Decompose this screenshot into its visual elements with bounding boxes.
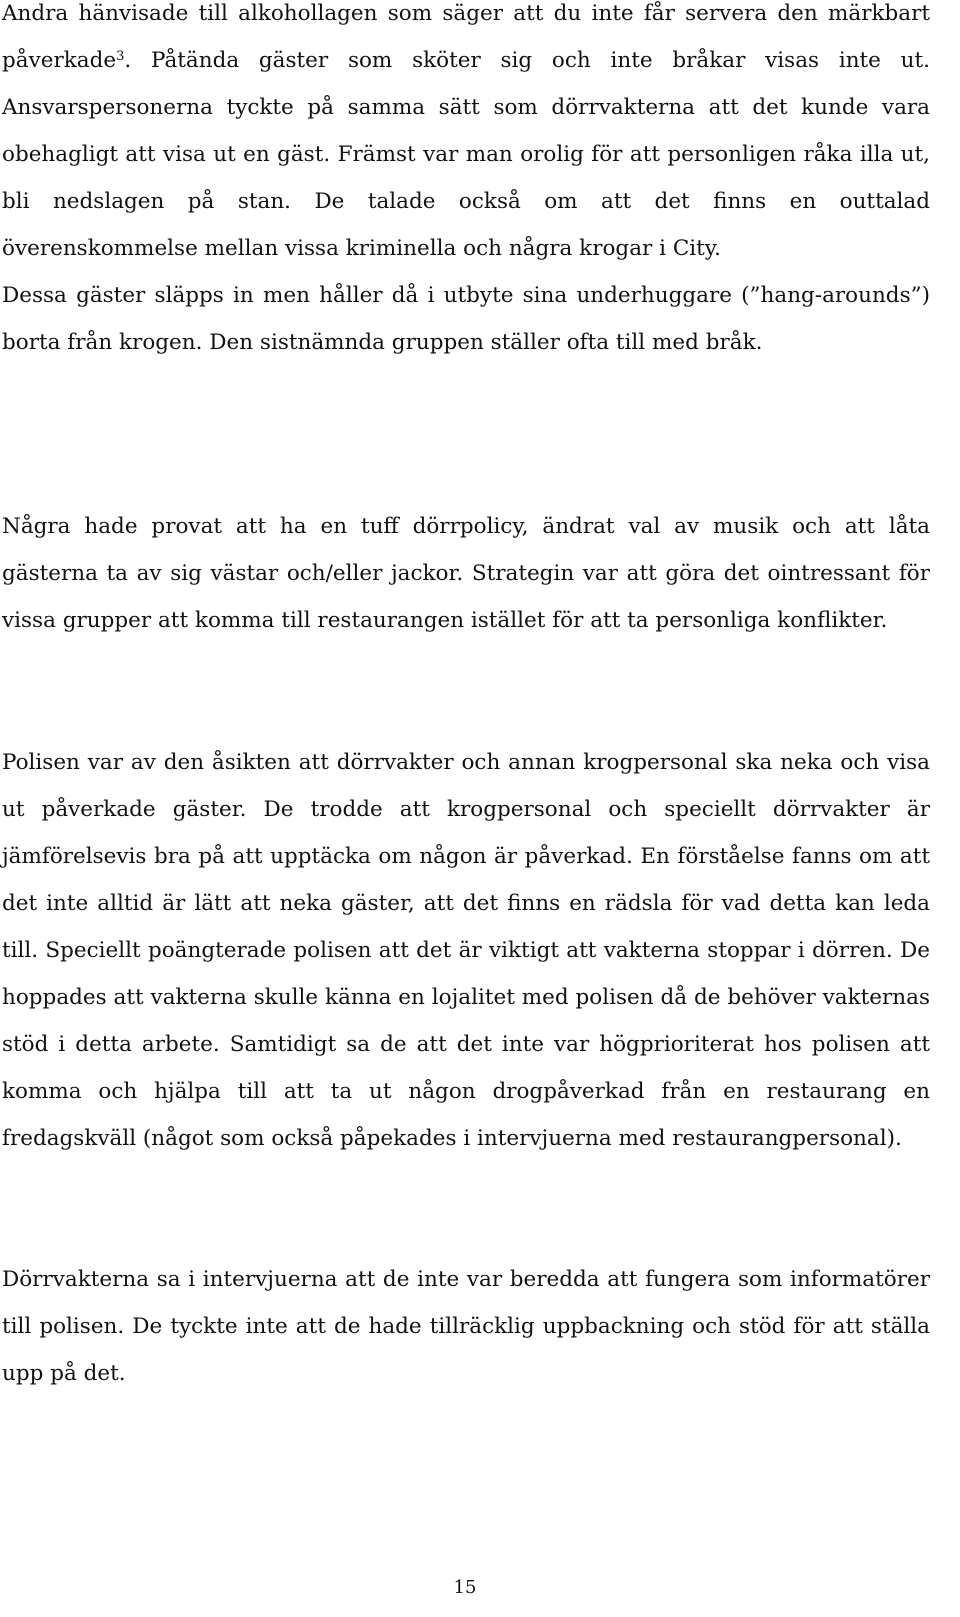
paragraph-door-policy: Några hade provat att ha en tuff dörrpolicy, ändrat val av musik och att låta gästerna ta av sig västar och/eller jackor. Strategin var att göra det ointressant för vissa grupper att komma till restaurangen istället för att ta personliga konflikter. <box>2 514 930 633</box>
paragraph-alcohol-law <box>2 0 930 366</box>
paragraph-text: . Påtända gäster som sköter sig och inte bråkar visas inte ut. Ansvarspersonerna tyckte på samma sätt som dörrvakterna att det kunde vara obehagligt att visa ut en gäst. Främst var man orolig för att personligen råka illa ut, bli nedslagen på stan. De talade också om att det finns en outtalad överenskommelse mellan vissa kriminella och några krogar i City. <box>2 48 930 261</box>
paragraph-informants: Dörrvakterna sa i intervjuerna att de inte var beredda att fungera som informatörer till polisen. De tyckte inte att de hade tillräcklig uppbackning och stöd för att ställa upp på det. <box>2 1267 930 1386</box>
page-number: 15 <box>453 1577 477 1598</box>
paragraph-police-view: Polisen var av den åsikten att dörrvakter och annan krogpersonal ska neka och visa ut påverkade gäster. De trodde att krogpersonal och speciellt dörrvakter är jämförelsevis bra på att upptäcka om någon är påverkad. En förståelse fanns om att det inte alltid är lätt att neka gäster, att det finns en rädsla för vad detta kan leda till. Speciellt poängterade polisen att det är viktigt att vakterna stoppar i dörren. De hoppades att vakterna skulle känna en lojalitet med polisen då de behöver vakternas stöd i detta arbete. Samtidigt sa de att det inte var högprioriterat hos polisen att komma och hjälpa till att ta ut någon drogpåverkad från en restaurang en fredagskväll (något som också påpekades i intervjuerna med restaurangpersonal). <box>2 750 930 1151</box>
paragraph-text: Andra hänvisade till alkohollagen som säger att du inte får servera den märkbart påverkade <box>2 1 930 73</box>
paragraph-hang-arounds: Dessa gäster släpps in men håller då i utbyte sina underhuggare (”hang-arounds”) borta från krogen. Den sistnämnda gruppen ställer ofta till med bråk. <box>2 283 930 355</box>
footnote-marker[interactable]: 3 <box>116 49 125 64</box>
